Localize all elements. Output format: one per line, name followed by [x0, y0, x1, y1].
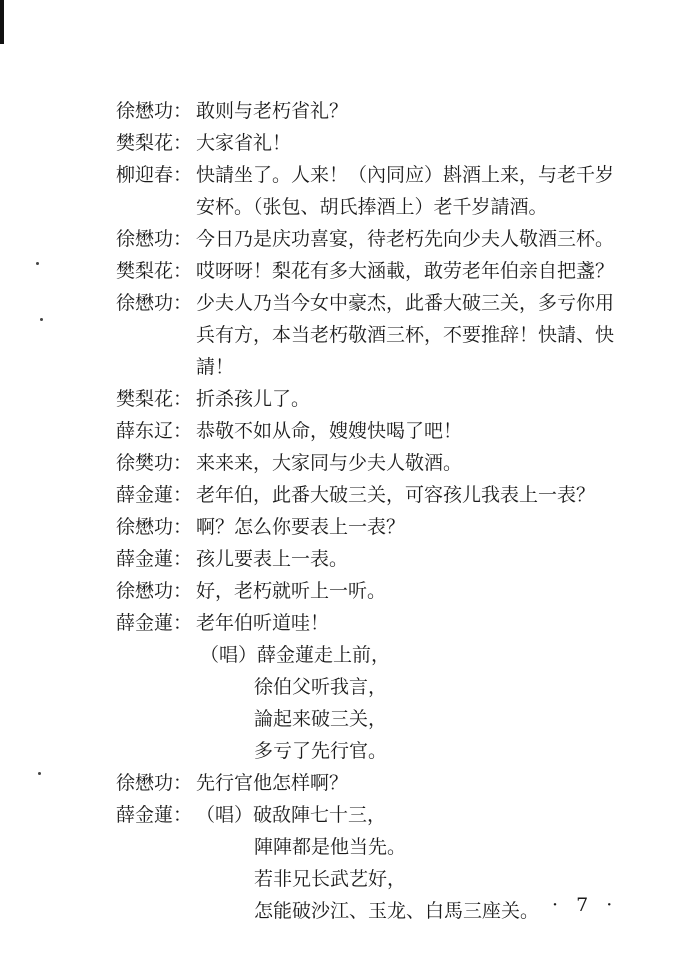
dialogue-line — [116, 607, 656, 639]
dialogue-line — [116, 159, 656, 191]
dialogue-line — [116, 799, 656, 831]
speaker-name: 薛金蓮： — [116, 484, 193, 506]
speech-text: 恭敬不如从命，嫂嫂快喝了吧！ — [196, 420, 463, 442]
speaker-name: 徐懋功： — [116, 516, 193, 538]
dialogue-line — [116, 95, 656, 127]
speech-text: 哎呀呀！梨花有多大涵載，敢劳老年伯亲自把盞？ — [196, 260, 615, 282]
song-verse: 論起来破三关， — [254, 708, 388, 730]
dialogue-line — [116, 127, 656, 159]
song-intro: （唱）薛金蓮走上前， — [200, 644, 391, 666]
speaker-name: 柳迎春： — [116, 164, 193, 186]
scan-speck — [40, 318, 43, 321]
play-script-text — [116, 95, 656, 927]
speech-continuation: 兵有方，本当老朽敬酒三杯，不要推辞！快請、快 — [196, 324, 615, 346]
speaker-name: 樊梨花： — [116, 388, 193, 410]
speech-text: （唱）破敌陣七十三， — [196, 804, 387, 826]
scan-speck — [36, 262, 39, 265]
dialogue-line — [116, 415, 656, 447]
dialogue-line — [116, 479, 656, 511]
dialogue-line — [116, 447, 656, 479]
speech-text: 快請坐了。人来！（內同应）斟酒上来，与老千岁 — [196, 164, 615, 186]
speech-text: 今日乃是庆功喜宴，待老朽先向少夫人敬酒三杯。 — [196, 228, 615, 250]
speech-text: 敢则与老朽省礼？ — [196, 100, 349, 122]
dialogue-line — [116, 543, 656, 575]
dialogue-line — [116, 287, 656, 319]
dialogue-line — [116, 767, 656, 799]
speech-continuation: 請！ — [196, 356, 235, 378]
speech-text: 孩儿要表上一表。 — [196, 548, 349, 570]
song-verse: 徐伯父听我言， — [254, 676, 388, 698]
speaker-name: 薛金蓮： — [116, 804, 193, 826]
speech-text: 好，老朽就听上一听。 — [196, 580, 387, 602]
dialogue-line — [116, 223, 656, 255]
speech-continuation: 安杯。（张包、胡氏捧酒上）老千岁請酒。 — [196, 196, 548, 218]
song-verse: 陣陣都是他当先。 — [254, 836, 407, 858]
speaker-name: 薛金蓮： — [116, 548, 193, 570]
dialogue-line — [116, 511, 656, 543]
speaker-name: 樊梨花： — [116, 132, 193, 154]
speaker-name: 徐懋功： — [116, 772, 193, 794]
speech-text: 少夫人乃当今女中豪杰，此番大破三关，多亏你用 — [196, 292, 615, 314]
speaker-name: 徐樊功： — [116, 452, 193, 474]
dialogue-line — [116, 255, 656, 287]
speech-text: 先行官他怎样啊？ — [196, 772, 349, 794]
scan-edge-mark — [0, 0, 4, 44]
page-number: · 7 · — [552, 894, 619, 916]
dialogue-line — [116, 575, 656, 607]
speaker-name: 徐懋功： — [116, 228, 193, 250]
speaker-name: 薛东辽： — [116, 420, 193, 442]
speech-text: 老年伯听道哇！ — [196, 612, 330, 634]
song-verse: 若非兄长武艺好， — [254, 868, 407, 890]
speech-text: 大家省礼！ — [196, 132, 292, 154]
song-verse: 多亏了先行官。 — [254, 740, 388, 762]
scan-speck — [38, 772, 41, 775]
speech-text: 老年伯，此番大破三关，可容孩儿我表上一表？ — [196, 484, 596, 506]
speaker-name: 薛金蓮： — [116, 612, 193, 634]
speech-text: 啊？怎么你要表上一表？ — [196, 516, 406, 538]
speaker-name: 樊梨花： — [116, 260, 193, 282]
speaker-name: 徐懋功： — [116, 100, 193, 122]
dialogue-line — [116, 383, 656, 415]
speech-text: 来来来，大家同与少夫人敬酒。 — [196, 452, 463, 474]
song-verse: 怎能破沙江、玉龙、白馬三座关。 — [254, 900, 540, 922]
speaker-name: 徐懋功： — [116, 292, 193, 314]
speech-text: 折杀孩儿了。 — [196, 388, 311, 410]
speaker-name: 徐懋功： — [116, 580, 193, 602]
